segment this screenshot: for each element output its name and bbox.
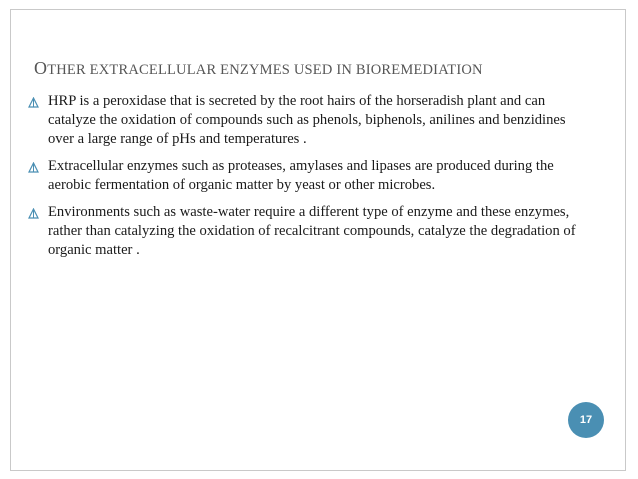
page-number-badge [568, 402, 604, 438]
feather-bullet-icon [28, 97, 39, 108]
slide-title-initial: O [34, 58, 48, 78]
bullet-text: Extracellular enzymes such as proteases, amylases and lipases are produced during the aerobic fermentation of organic matter by yeast or other microbes. [48, 158, 554, 193]
bullet-text: Environments such as waste-water require a different type of enzyme and these enzymes, rather than catalyzing the oxidation of recalcitrant compounds, catalyze the degradation of organic matter . [48, 204, 576, 258]
bullet-item [28, 157, 594, 195]
bullet-item [28, 203, 594, 260]
feather-bullet-icon [28, 208, 39, 219]
bullet-text: HRP is a peroxidase that is secreted by the root hairs of the horseradish plant and can catalyze the oxidation of compounds such as phenols, biphenols, anilines and benzidines over a large range of pHs and temperatures . [48, 93, 566, 147]
feather-bullet-icon [28, 162, 39, 173]
bullet-item [28, 92, 594, 149]
slide-title [34, 58, 614, 79]
slide-title-rest: THER EXTRACELLULAR ENZYMES USED IN BIOREMEDIATION [47, 62, 483, 78]
page-number: 17 [579, 414, 593, 426]
bullet-list [28, 92, 594, 268]
